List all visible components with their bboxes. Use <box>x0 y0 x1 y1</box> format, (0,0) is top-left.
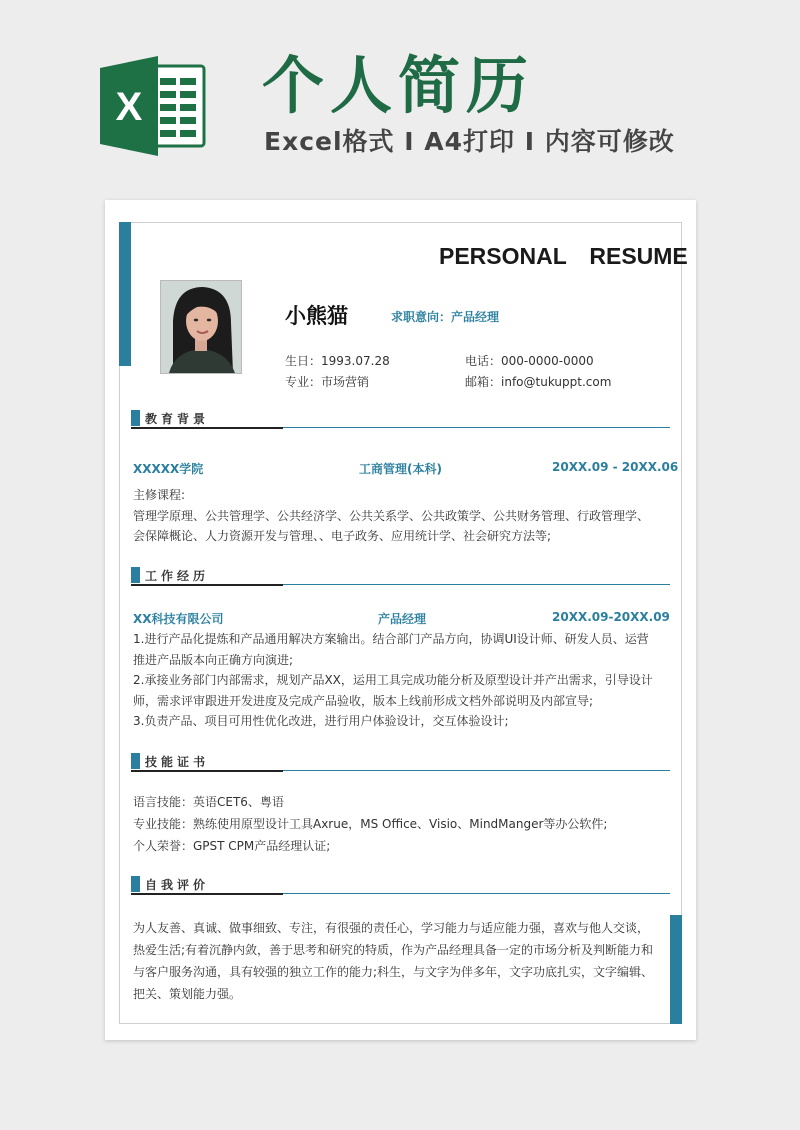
section-work-title: 工作经历 <box>145 569 210 583</box>
resume-title: PERSONAL RESUME <box>439 243 688 269</box>
education-school: XXXXX学院 <box>133 462 204 476</box>
self-line: 热爱生活;有着沉静内敛，善于思考和研究的特质，作为产品经理具备一定的市场分析及判断能力和 <box>133 943 654 957</box>
accent-bar-left <box>119 222 131 366</box>
education-line: 主修课程: <box>133 488 186 502</box>
section-education-header <box>131 408 670 428</box>
resume-page <box>105 200 696 1040</box>
education-line: 会保障概论、人力资源开发与管理、、电子政务、应用统计学、社会研究方法等; <box>133 529 552 543</box>
section-marker <box>131 567 140 583</box>
section-line-light <box>283 584 670 585</box>
section-marker <box>131 410 140 426</box>
skills-list <box>133 791 653 857</box>
section-self-title: 自我评价 <box>145 878 210 892</box>
work-line: 师，需求评审跟进开发进度及完成产品验收，版本上线前形成文档外部说明及内部宣导; <box>133 693 594 708</box>
info-email: 邮箱：info@tukuppt.com <box>465 375 612 389</box>
education-line: 管理学原理、公共管理学、公共经济学、公共关系学、公共政策学、公共财务管理、行政管理学、 <box>133 508 650 523</box>
excel-logo-icon <box>100 56 206 156</box>
work-line: 1.进行产品化提炼和产品通用解决方案输出。结合部门产品方向，协调UI设计师、研发人员、运营 <box>133 632 649 646</box>
section-line-dark <box>131 584 283 586</box>
section-line-dark <box>131 893 283 895</box>
info-birth: 生日：1993.07.28 <box>285 354 390 368</box>
work-line: 2.承接业务部门内部需求，规划产品XX，运用工具完成功能分析及原型设计并产出需求，引导设计 <box>133 673 653 687</box>
section-skills-header <box>131 751 670 771</box>
section-skills-title: 技能证书 <box>145 755 210 769</box>
profile-photo <box>160 280 242 374</box>
education-period: 20XX.09 - 20XX.06 <box>552 460 679 474</box>
banner-subtitle: Excel格式 I A4打印 I 内容可修改 <box>264 127 675 156</box>
section-work-header <box>131 565 670 585</box>
section-education-title: 教育背景 <box>145 412 210 426</box>
self-line: 把关、策划能力强。 <box>133 987 242 1001</box>
accent-bar-right <box>670 915 682 1024</box>
section-self-header <box>131 874 670 894</box>
job-intent: 求职意向：产品经理 <box>391 310 500 324</box>
self-line: 为人友善、真诚、做事细致、专注，有很强的责任心，学习能力与适应能力强，喜欢与他人交谈， <box>133 921 650 935</box>
info-phone: 电话：000-0000-0000 <box>465 354 594 368</box>
section-line-light <box>283 770 670 771</box>
education-courses <box>133 485 653 547</box>
logo-letter: X <box>115 85 143 129</box>
work-line: 3.负责产品、项目可用性优化改进，进行用户体验设计，交互体验设计; <box>133 714 509 728</box>
self-line: 与客户服务沟通，具有较强的独立工作的能力;科生，与文字为伴多年，文字功底扎实，文字编辑、 <box>133 965 654 979</box>
skills-line: 个人荣誉：GPST CPM产品经理认证; <box>133 839 331 853</box>
section-marker <box>131 753 140 769</box>
work-period: 20XX.09-20XX.09 <box>552 610 670 624</box>
banner-title: 个人简历 <box>262 49 535 122</box>
skills-line: 专业技能：熟练使用原型设计工具Axrue，MS Office、Visio、MindManger等办公软件; <box>133 817 608 831</box>
work-line: 推进产品版本向正确方向演进; <box>133 652 294 667</box>
work-company: XX科技有限公司 <box>133 612 224 626</box>
section-line-dark <box>131 770 283 772</box>
self-evaluation <box>133 917 653 1005</box>
work-description <box>133 629 653 732</box>
applicant-name: 小熊猫 <box>285 304 348 328</box>
skills-line: 语言技能：英语CET6、粤语 <box>133 795 284 809</box>
section-line-light <box>283 893 670 894</box>
education-degree: 工商管理(本科) <box>359 462 442 476</box>
work-position: 产品经理 <box>378 612 427 626</box>
info-major: 专业：市场营销 <box>285 375 370 389</box>
section-line-light <box>283 427 670 428</box>
section-line-dark <box>131 427 283 429</box>
section-marker <box>131 876 140 892</box>
